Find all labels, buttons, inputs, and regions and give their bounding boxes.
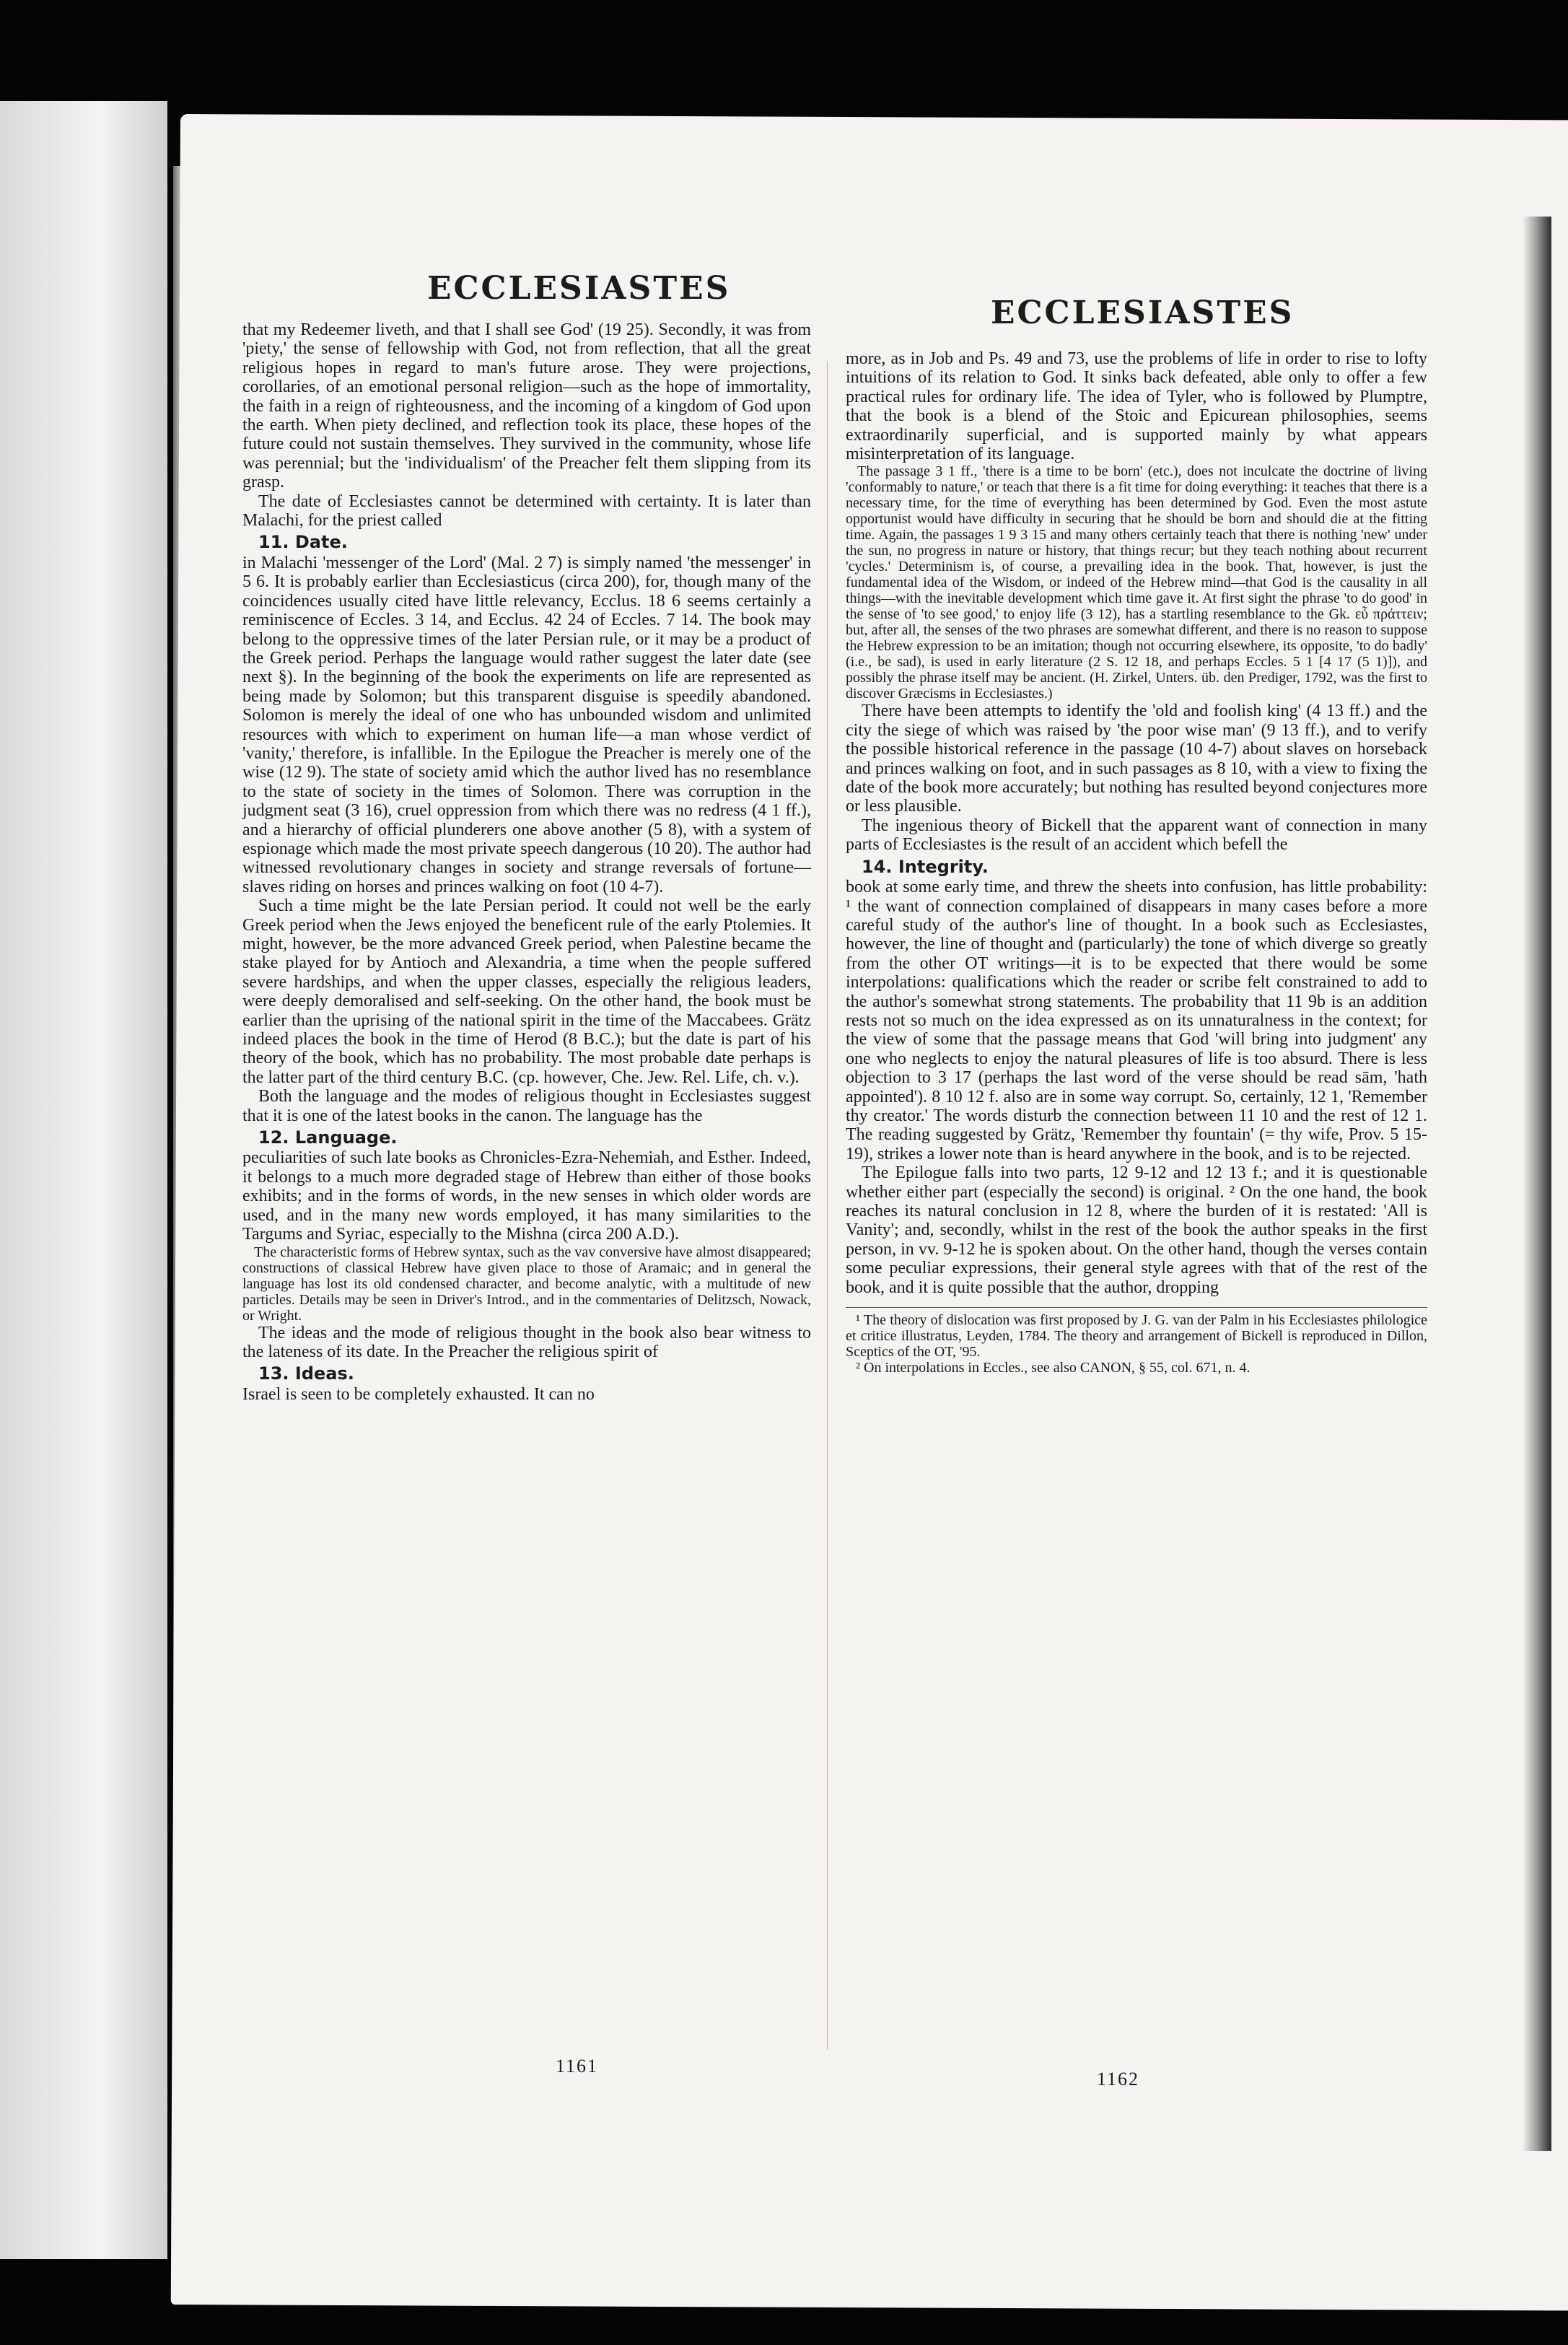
paragraph: [242, 1324, 811, 1405]
paragraph: The Epilogue falls into two parts, 12 9-12 and 12 13 f.; and it is questionable whether either part (especially the second) is original. ² On the one hand, the book reaches its natural conclusion in 12 8, where the burden of it is restated: 'All is Vanity'; and, secondly, whilst in the rest of the book the author speaks in the first person, in vv. 9-12 he is spoken about. On the other hand, though the verses contain some peculiar expressions, their general style agrees with that of the rest of the book, and it is quite possible that the author, dropping: [846, 1163, 1427, 1297]
paragraph-lead: The ideas and the mode of religious thought in the book also bear witness to the lateness of its date. In the Preacher the religious spirit of: [242, 1323, 811, 1361]
page-number-right: 1162: [1097, 2069, 1140, 2089]
facing-page-edge: [0, 101, 167, 2259]
footnotes: [846, 1307, 1427, 1376]
paragraph-body: in Malachi 'messenger of the Lord' (Mal. 2 7) is simply named 'the messenger' in 5 6. It is probably earlier than Ecclesiasticus (circa 200), for, though many of the coincidences usually cited have little relevancy, Ecclus. 18 6 seems certainly a reminiscence of Eccles. 3 14, and Ecclus. 42 24 of Eccles. 7 14. The book may belong to the oppressive times of the later Persian rule, or it may be a product of the Greek period. Perhaps the language would rather suggest the later date (see next §). In the beginning of the book the experiments on life are represented as being made by Solomon; but this transparent disguise is speedily abandoned. Solomon is merely the ideal of one who has unbounded wisdom and unlimited resources with which to experiment on human life—a man whose verdict of 'vanity,' therefore, is infallible. In the Epilogue the Preacher is merely one of the wise (12 9). The state of society amid which the author lived has no resemblance to the state of society in the times of Solomon. There was corruption in the judgment seat (3 16), cruel oppression from which there was no redress (4 1 ff.), and a hierarchy of official plunderers one above another (5 8), with a system of espionage which made the most private speech dangerous (10 20). The author had witnessed revolutionary changes in society and strange reversals of fortune—slaves riding on horses and princes walking on foot (10 4-7).: [242, 553, 811, 896]
section-heading-integrity: 14. Integrity.: [862, 856, 989, 877]
small-print-note: The passage 3 1 ff., 'there is a time to be born' (etc.), does not inculcate the doctrine of living 'conformably to nature,' or teach that there is a fit time for doing everything: it teaches that there is a necessary time, for the time of everything has been determined by God. Even the most astute opportunist would have difficulty in securing that he should be born and should die at the fitting time. Again, the passages 1 9 3 15 and many others certainly teach that there is nothing 'new' under the sun, no progress in nature or history, that things recur; but they teach nothing about recurrent 'cycles.' Determinism is, of course, a prevailing idea in the book. That, however, is just the fundamental idea of the Wisdom, or indeed of the Hebrew mind—that God is the causality in all things—with the inevitable development which time gave it. At first sight the phrase 'to do good' in the sense of 'to see good,' to enjoy life (3 12), has a startling resemblance to the Gk. εὖ πράττειν; but, after all, the senses of the two phrases are somewhat different, and there is no reason to suppose the Hebrew expression to be an imitation; though not occurring elsewhere, its opposite, 'to do badly' (i.e., be sad), is used in early literature (2 S. 12 18, and perhaps Eccles. 5 1 [4 17 (5 1)]), and possibly the phrase itself may be ancient. (H. Zirkel, Unters. üb. den Prediger, 1792, was the first to discover Græcisms in Ecclesiastes.): [846, 463, 1427, 702]
left-column: [242, 320, 811, 1404]
section-heading-date: 11. Date.: [258, 532, 348, 553]
paragraph: There have been attempts to identify the 'old and foolish king' (4 13 ff.) and the city the siege of which was raised by 'the poor wise man' (9 13 ff.), and to verify the possible historical reference in the passage (10 4-7) about slaves on horseback and princes walking on foot, and in such passages as 8 10, with a view to fixing the date of the book more accurately; but nothing has resulted beyond conjectures more or less plausible.: [846, 702, 1427, 816]
paragraph-body: peculiarities of such late books as Chronicles-Ezra-Nehemiah, and Esther. Indeed, it belongs to a much more degraded stage of Hebrew than either of those books exhibits; and in the forms of words, in the new senses in which older words are used, and in the many new words employed, it has many similarities to the Targums and Syriac, especially to the Mishna (circa 200 A.D.).: [242, 1148, 811, 1244]
paragraph: [242, 1087, 811, 1244]
paragraph-lead: The ingenious theory of Bickell that the apparent want of connection in many parts of Ecclesiastes is the result of an accident which befell the: [846, 816, 1427, 855]
paragraph-lead: The date of Ecclesiastes cannot be determined with certainty. It is later than Malachi, for the priest called: [242, 492, 811, 530]
paragraph: [846, 816, 1427, 1163]
column-rule: [827, 361, 828, 2050]
footnote: ¹ The theory of dislocation was first proposed by J. G. van der Palm in his Ecclesiastes philologice et critice illustratus, Leyden, 1784. The theory and arrangement of Bickell is reproduced in Dillon, Sceptics of the OT, '95.: [846, 1312, 1427, 1361]
footnote: ² On interpolations in Eccles., see also CANON, § 55, col. 671, n. 4.: [856, 1360, 1251, 1376]
running-head-right: ECCLESIASTES: [991, 294, 1295, 331]
paragraph: that my Redeemer liveth, and that I shall see God' (19 25). Secondly, it was from 'piety,' the sense of fellowship with God, not from reflection, that all the great religious hopes in regard to man's future arose. They were projections, corollaries, of an emotional personal religion—such as the hope of immortality, the faith in a reign of righteousness, and the incoming of a kingdom of God upon the earth. When piety declined, and reflection took its place, these hopes of the future could not sustain themselves. They survived in the community, whose life was perennial; but the 'individualism' of the Preacher felt them slipping from its grasp.: [242, 320, 811, 492]
paragraph-body: book at some early time, and threw the sheets into confusion, has little probability: ¹ the want of connection complained of disappears in many cases before a more careful study of the author's line of thought. In a book such as Ecclesiastes, however, the line of thought and (particularly) the tone of which diverge so greatly from the other OT writings—it is to be expected that there would be some interpolations: qualifications which the reader or scribe felt constrained to add to the author's somewhat strong statements. The probability that 11 9b is an addition rests not so much on the idea expressed as on its unnaturalness in the context; for the view of some that the passage means that God 'will bring into judgment' any one who neglects to enjoy the natural pleasures of life is too absurd. There is less objection to 3 17 (perhaps the last word of the verse should be read sām, 'hath appointed'). 8 10 12 f. also are in some way corrupt. So, certainly, 12 1, 'Remember thy creator.' The words disturb the connection between 11 10 and the rest of 12 1. The reading suggested by Grätz, 'Remember thy fountain' (= thy wife, Prov. 5 15-19), strikes a lower note than is heard anywhere in the book, and is to be rejected.: [846, 878, 1427, 1163]
paragraph-body: Israel is seen to be completely exhausted. It can no: [242, 1384, 595, 1404]
section-heading-language: 12. Language.: [258, 1127, 398, 1148]
paragraph-lead: Both the language and the modes of religious thought in Ecclesiastes suggest that it is one of the latest books in the canon. The language has the: [242, 1087, 811, 1125]
section-heading-ideas: 13. Ideas.: [258, 1363, 354, 1384]
paragraph: more, as in Job and Ps. 49 and 73, use the problems of life in order to rise to lofty intuitions of its relation to God. It sinks back defeated, able only to offer a few practical rules for ordinary life. The idea of Tyler, who is followed by Plumptre, that the book is a blend of the Stoic and Epicurean philosophies, seems extraordinarily superficial, and is supported mainly by what appears misinterpretation of its language.: [846, 349, 1427, 464]
small-print-note: The characteristic forms of Hebrew syntax, such as the vav conversive have almost disappeared; constructions of classical Hebrew have given place to those of Aramaic; and in general the language has lost its old condensed character, and become analytic, with a multitude of new particles. Details may be seen in Driver's Introd., and in the commentaries of Delitzsch, Nowack, or Wright.: [242, 1244, 811, 1324]
paragraph: [242, 492, 811, 897]
running-head-left: ECCLESIASTES: [427, 270, 731, 307]
paragraph: Such a time might be the late Persian period. It could not well be the early Greek period when the Jews enjoyed the beneficent rule of the early Ptolemies. It might, however, be the more advanced Greek period, when Palestine became the stake played for by Antioch and Alexandria, a time when the people suffered severe hardships, and when the upper classes, especially the religious leaders, were deeply demoralised and self-seeking. On the other hand, the book must be earlier than the uprising of the national spirit in the time of the Maccabees. Grätz indeed places the book in the time of Herod (8 B.C.); but the date is part of his theory of the book, which has no probability. The most probable date perhaps is the latter part of the third century B.C. (cp. however, Che. Jew. Rel. Life, ch. v.).: [242, 896, 811, 1087]
right-column: [846, 349, 1427, 1376]
page-number-left: 1161: [556, 2056, 599, 2077]
page-fore-edge: [1523, 217, 1551, 2151]
